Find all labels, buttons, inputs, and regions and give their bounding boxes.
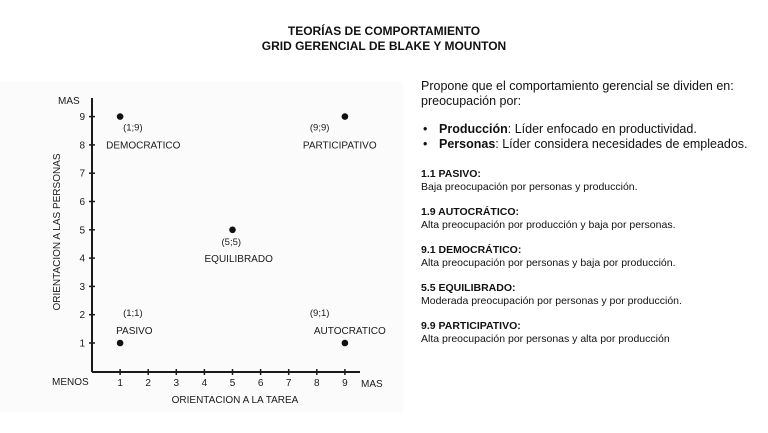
bullet-text: : Líder enfocado en productividad.: [507, 122, 697, 136]
definition-equilibrado: [421, 282, 751, 308]
bullet-dot: •: [423, 122, 428, 136]
definition-heading: 1.9 AUTOCRÁTICO:: [421, 206, 520, 218]
y-tick-label: 9: [79, 112, 85, 124]
point-coordinate-label: (9;1): [309, 308, 330, 319]
definition-heading: 5.5 EQUILIBRADO:: [421, 282, 516, 294]
x-axis-max-label: MAS: [361, 379, 383, 390]
x-axis-title: ORIENTACION A LA TAREA: [171, 395, 299, 406]
y-tick-label: 4: [79, 253, 85, 265]
definition-text: Alta preocupación por personas y alta por producción: [421, 333, 670, 345]
bullet-production: [421, 122, 751, 137]
definition-pasivo: [421, 168, 751, 194]
y-tick-label: 8: [79, 140, 85, 152]
y-axis-max-label: MAS: [58, 96, 80, 107]
x-tick-label: 9: [342, 378, 348, 389]
definition-text: Alta preocupación por personas y baja por producción.: [421, 257, 676, 269]
point-style-label: AUTOCRATICO: [313, 326, 386, 337]
definition-text: Moderada preocupación por personas y por producción.: [421, 295, 682, 307]
y-axis-title: ORIENTACION A LAS PERSONAS: [52, 153, 63, 311]
y-tick-label: 7: [79, 168, 85, 180]
data-point: [342, 113, 349, 120]
explanation-panel: [421, 79, 751, 346]
y-tick-label: 1: [79, 338, 85, 350]
point-style-label: DEMOCRATICO: [106, 140, 181, 152]
x-axis-min-label: MENOS: [52, 377, 89, 388]
point-style-label: EQUILIBRADO: [204, 253, 273, 265]
point-coordinate-label: (1;1): [123, 308, 143, 319]
concern-list: [421, 122, 751, 152]
x-tick-label: 7: [285, 378, 292, 389]
point-coordinate-label: (1;9): [123, 122, 143, 134]
bullet-text: : Líder considera necesidades de empleados.: [495, 137, 748, 151]
point-style-label: PARTICIPATIVO: [302, 140, 377, 152]
definition-autocratico: [421, 206, 751, 232]
definition-heading: 9.9 PARTICIPATIVO:: [421, 320, 521, 332]
definition-heading: 9.1 DEMOCRÁTICO:: [421, 244, 522, 256]
y-tick-label: 5: [79, 225, 85, 237]
y-tick-label: 3: [79, 281, 85, 293]
point-coordinate-label: (9;9): [309, 122, 330, 134]
x-tick-label: 2: [145, 378, 151, 389]
definition-text: Baja preocupación por personas y producción.: [421, 181, 638, 193]
x-tick-label: 6: [257, 378, 264, 389]
definition-participativo: [421, 320, 751, 346]
slide-title-line1: TEORÍAS DE COMPORTAMIENTO: [287, 24, 481, 38]
bullet-dot: •: [423, 137, 428, 151]
bullet-term: Producción: [439, 122, 508, 136]
data-point: [342, 340, 349, 347]
definition-democratico: [421, 244, 751, 270]
intro-text: Propone que el comportamiento gerencial se dividen en: preocupación por:: [421, 79, 734, 108]
bullet-people: [421, 137, 751, 152]
x-tick-label: 1: [117, 378, 123, 389]
x-tick-label: 5: [229, 378, 236, 389]
data-point: [117, 340, 124, 347]
definition-text: Alta preocupación por producción y baja por personas.: [421, 219, 676, 231]
bullet-term: Personas: [439, 137, 496, 151]
x-tick-label: 4: [201, 378, 208, 389]
x-tick-label: 3: [173, 378, 180, 389]
definition-heading: 1.1 PASIVO:: [421, 168, 481, 180]
x-tick-label: 8: [314, 378, 320, 389]
y-tick-label: 2: [79, 310, 85, 322]
y-tick-label: 6: [79, 197, 85, 208]
data-point: [229, 227, 236, 234]
data-point: [117, 113, 124, 120]
slide-title-line2: GRID GERENCIAL DE BLAKE Y MOUNTON: [261, 39, 507, 53]
point-coordinate-label: (5;5): [221, 236, 242, 248]
point-style-label: PASIVO: [116, 326, 153, 337]
